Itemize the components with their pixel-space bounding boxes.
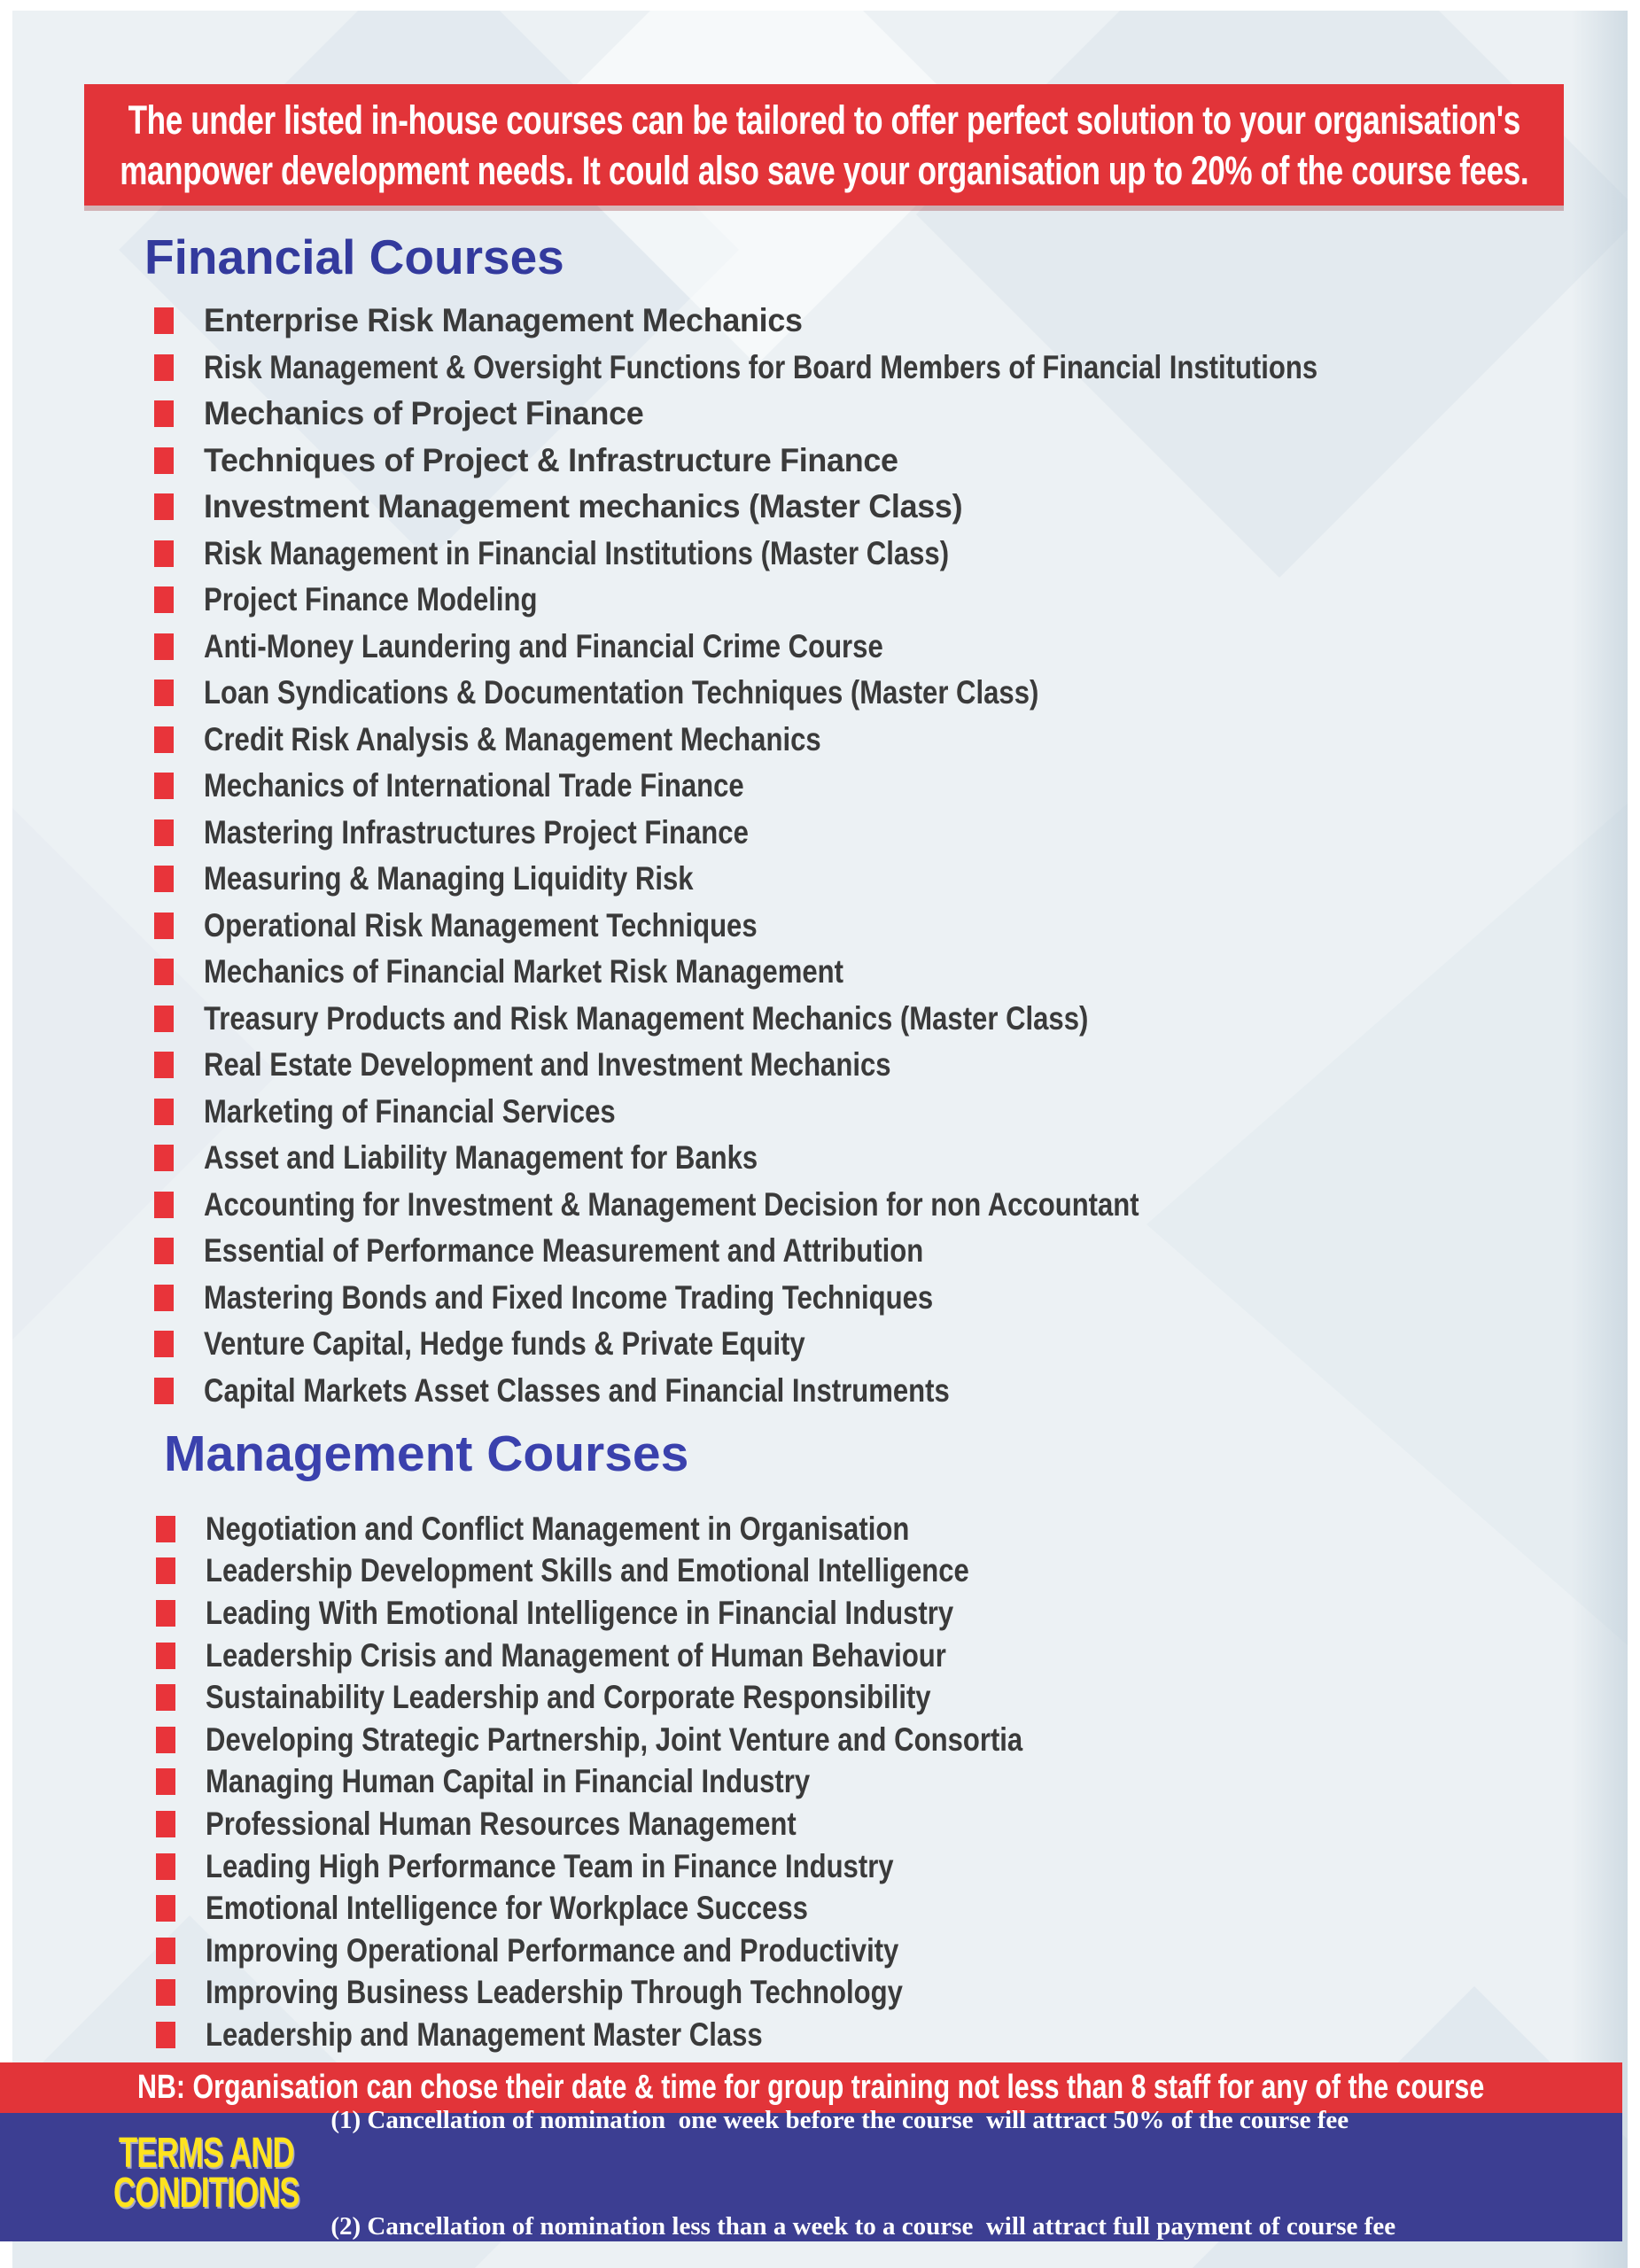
terms-and-conditions-label: [113, 2129, 299, 2217]
bullet-square-icon: [154, 1285, 174, 1311]
bullet-square-icon: [154, 726, 174, 753]
course-title: Improving Business Leadership Through Technology: [206, 1974, 903, 2011]
terms-banner: [0, 2105, 1622, 2241]
course-list-item: [156, 1761, 1178, 1804]
course-list-item: [154, 391, 1530, 438]
intro-banner-text: [120, 95, 1528, 196]
course-title: Developing Strategic Partnership, Joint Venture and Consortia: [206, 1720, 1023, 1758]
bullet-square-icon: [154, 680, 174, 706]
course-list-item: [154, 717, 1530, 764]
course-list-item: [156, 1508, 1178, 1550]
bullet-square-icon: [156, 1557, 175, 1584]
bullet-square-icon: [154, 1331, 174, 1357]
terms-label-line1: TERMS AND: [119, 2129, 294, 2177]
bullet-square-icon: [156, 2022, 175, 2048]
course-title: Project Finance Modeling: [204, 581, 538, 618]
course-title: Treasury Products and Risk Management Mechanics (Master Class): [204, 999, 1089, 1037]
nb-banner-text: NB: Organisation can chose their date & time for group training not less than 8 staff for any of the course: [137, 2069, 1485, 2106]
bullet-square-icon: [154, 493, 174, 520]
intro-banner-line1: The under listed in-house courses can be tailored to offer perfect solution to your organisation's: [128, 97, 1520, 143]
terms-item-1: (1) Cancellation of nomination one week before the course will attract 50% of the course fee: [330, 2105, 1349, 2134]
intro-banner: [84, 84, 1564, 206]
course-title: Marketing of Financial Services: [204, 1092, 616, 1130]
course-title: Anti-Money Laundering and Financial Crime Course: [204, 627, 883, 664]
course-title: Real Estate Development and Investment Mechanics: [204, 1046, 891, 1084]
course-list-item: [154, 624, 1530, 671]
bullet-square-icon: [154, 959, 174, 985]
course-list-item: [154, 1182, 1530, 1229]
bullet-square-icon: [156, 1727, 175, 1753]
course-list-item: [156, 1592, 1178, 1635]
course-list-item: [154, 949, 1530, 996]
bullet-square-icon: [156, 1938, 175, 1964]
bullet-square-icon: [154, 540, 174, 567]
bullet-square-icon: [154, 447, 174, 474]
bullet-square-icon: [154, 633, 174, 660]
course-title: Investment Management mechanics (Master Class): [204, 488, 963, 525]
course-list-item: [154, 1135, 1530, 1182]
course-list-item: [156, 1719, 1178, 1761]
bullet-square-icon: [154, 1145, 174, 1171]
course-list-item: [156, 1972, 1178, 2015]
course-title: Leading With Emotional Intelligence in Financial Industry: [206, 1594, 954, 1631]
bullet-square-icon: [156, 1768, 175, 1795]
course-list-item: [154, 1228, 1530, 1275]
course-list-item: [154, 1321, 1530, 1368]
course-title: Essential of Performance Measurement and Attribution: [204, 1232, 924, 1270]
course-title: Leading High Performance Team in Finance Industry: [206, 1847, 894, 1884]
course-title: Accounting for Investment & Management Decision for non Accountant: [204, 1185, 1139, 1223]
bullet-square-icon: [156, 1895, 175, 1922]
course-list-item: [154, 531, 1530, 578]
bullet-square-icon: [156, 1600, 175, 1627]
page-edge-shade: [1571, 11, 1628, 2268]
course-title: Managing Human Capital in Financial Industry: [206, 1763, 811, 1800]
terms-items: [330, 2031, 1395, 2268]
terms-label-line2: CONDITIONS: [113, 2169, 299, 2217]
course-title: Leadership Crisis and Management of Human Behaviour: [206, 1636, 946, 1674]
course-title: Credit Risk Analysis & Management Mechanics: [204, 720, 821, 757]
bullet-square-icon: [154, 1378, 174, 1404]
bullet-square-icon: [154, 1006, 174, 1032]
bullet-square-icon: [154, 1052, 174, 1078]
bullet-square-icon: [154, 1099, 174, 1125]
course-list-item: [154, 438, 1530, 485]
course-title: Operational Risk Management Techniques: [204, 906, 758, 944]
bullet-square-icon: [156, 1643, 175, 1669]
bullet-square-icon: [154, 773, 174, 799]
course-title: Enterprise Risk Management Mechanics: [204, 302, 803, 339]
course-list-item: [156, 1887, 1178, 1930]
terms-item-2: (2) Cancellation of nomination less than a week to a course will attract full payment of course fee: [330, 2211, 1396, 2241]
bullet-square-icon: [156, 1811, 175, 1837]
course-list-item: [154, 856, 1530, 903]
bullet-square-icon: [156, 1979, 175, 2006]
course-title: Mastering Infrastructures Project Finance: [204, 813, 749, 850]
bullet-square-icon: [156, 1516, 175, 1542]
course-list-item: [154, 298, 1530, 345]
bullet-square-icon: [154, 819, 174, 846]
course-title: Risk Management & Oversight Functions for Board Members of Financial Institutions: [204, 348, 1318, 385]
course-list-item: [154, 1089, 1530, 1136]
management-courses-heading: Management Courses: [164, 1425, 689, 1482]
course-title: Professional Human Resources Management: [206, 1805, 797, 1842]
course-title: Emotional Intelligence for Workplace Success: [206, 1890, 808, 1927]
course-list-item: [156, 1803, 1178, 1845]
course-title: Capital Markets Asset Classes and Financial Instruments: [204, 1371, 950, 1409]
course-list-item: [156, 1550, 1178, 1593]
course-list-item: [156, 1930, 1178, 1972]
course-title: Leadership and Management Master Class: [206, 2016, 763, 2053]
management-courses-list: [156, 1508, 1178, 2056]
course-title: Mechanics of Financial Market Risk Management: [204, 953, 843, 990]
course-list-item: [154, 670, 1530, 717]
course-list-item: [154, 484, 1530, 531]
bullet-square-icon: [156, 1684, 175, 1711]
course-list-item: [154, 1275, 1530, 1322]
course-title: Negotiation and Conflict Management in Organisation: [206, 1510, 910, 1547]
financial-courses-heading: Financial Courses: [144, 229, 564, 284]
course-list-item: [156, 1676, 1178, 1719]
course-list-item: [154, 1042, 1530, 1089]
course-title: Measuring & Managing Liquidity Risk: [204, 860, 694, 897]
course-list-item: [154, 763, 1530, 810]
course-title: Venture Capital, Hedge funds & Private Equity: [204, 1325, 805, 1363]
bullet-square-icon: [154, 913, 174, 939]
course-title: Techniques of Project & Infrastructure Finance: [204, 441, 898, 478]
course-list-item: [154, 903, 1530, 950]
course-title: Improving Operational Performance and Productivity: [206, 1931, 899, 1969]
bullet-square-icon: [154, 354, 174, 381]
bullet-square-icon: [154, 1192, 174, 1218]
course-title: Mechanics of International Trade Finance: [204, 767, 744, 804]
course-title: Mastering Bonds and Fixed Income Trading Techniques: [204, 1278, 934, 1316]
course-title: Risk Management in Financial Institutions (Master Class): [204, 534, 950, 571]
course-list-item: [154, 996, 1530, 1043]
bullet-square-icon: [154, 586, 174, 613]
intro-banner-line2: manpower development needs. It could also save your organisation up to 20% of the course fees.: [119, 147, 1529, 193]
bullet-square-icon: [156, 1853, 175, 1880]
course-title: Mechanics of Project Finance: [204, 395, 644, 432]
course-list-item: [156, 1635, 1178, 1677]
course-list-item: [154, 810, 1530, 857]
bullet-square-icon: [154, 1238, 174, 1264]
course-title: Sustainability Leadership and Corporate Responsibility: [206, 1679, 931, 1716]
bullet-square-icon: [154, 400, 174, 427]
course-title: Asset and Liability Management for Banks: [204, 1139, 758, 1177]
course-list-item: [154, 1368, 1530, 1415]
financial-courses-list: [154, 298, 1530, 1414]
course-list-item: [156, 1845, 1178, 1888]
course-title: Loan Syndications & Documentation Techniques (Master Class): [204, 674, 1039, 711]
course-title: Leadership Development Skills and Emotional Intelligence: [206, 1552, 969, 1589]
bullet-square-icon: [154, 866, 174, 892]
bullet-square-icon: [154, 307, 174, 334]
course-list-item: [154, 577, 1530, 624]
course-list-item: [154, 345, 1530, 392]
